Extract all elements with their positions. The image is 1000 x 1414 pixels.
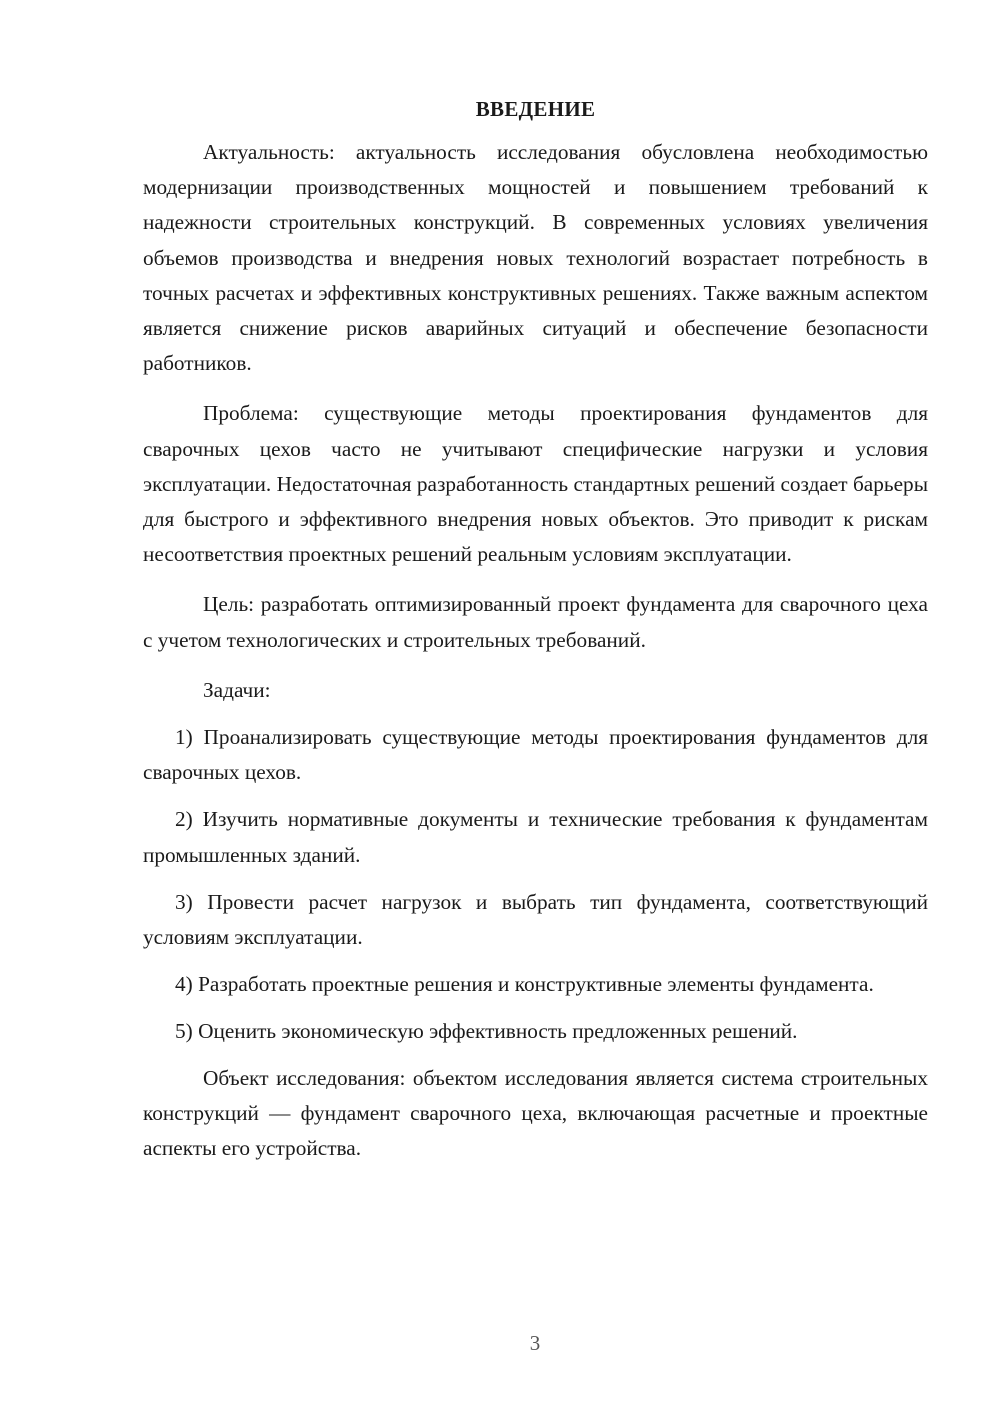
tasks-list <box>143 720 928 1050</box>
tasks-heading: Задачи: <box>203 677 271 702</box>
list-item: 2) Изучить нормативные документы и технические требования к фундаментам промышленных зданий. <box>143 807 928 867</box>
list-item: 3) Провести расчет нагрузок и выбрать тип фундамента, соответствующий условиям эксплуатации. <box>143 889 928 950</box>
document-page <box>143 92 928 1166</box>
problem-paragraph: Проблема: существующие методы проектирования фундаментов для сварочных цехов часто не учитывают специфические нагрузки и условия эксплуатации. Недостаточная разработанность стандартных решений создает барьеры для быстрого и эффективного внедрения новых объектов. Это приводит к рискам несоответствия проектных решений реальным условиям эксплуатации. <box>143 401 928 567</box>
page-title: ВВЕДЕНИЕ <box>475 97 596 121</box>
page-number: 3 <box>529 1331 541 1355</box>
list-item: 1) Проанализировать существующие методы проектирования фундаментов для сварочных цехов. <box>143 725 928 785</box>
list-item: 5) Оценить экономическую эффективность предложенных решений. <box>175 1019 798 1044</box>
list-item: 4) Разработать проектные решения и конструктивные элементы фундамента. <box>175 972 874 997</box>
relevance-paragraph: Актуальность: актуальность исследования обусловлена необходимостью модернизации производственных мощностей и повышением требований к надежности строительных конструкций. В современных условиях увеличения объемов производства и внедрения новых технологий возрастает потребность в точных расчетах и эффективных конструктивных решениях. Также важным аспектом является снижение рисков аварийных ситуаций и обеспечение безопасности работников. <box>143 140 928 376</box>
object-paragraph: Объект исследования: объектом исследования является система строительных конструкций — фундамент сварочного цеха, включающая расчетные и проектные аспекты его устройства. <box>143 1065 928 1161</box>
goal-paragraph: Цель: разработать оптимизированный проект фундамента для сварочного цеха с учетом технологических и строительных требований. <box>143 592 928 652</box>
